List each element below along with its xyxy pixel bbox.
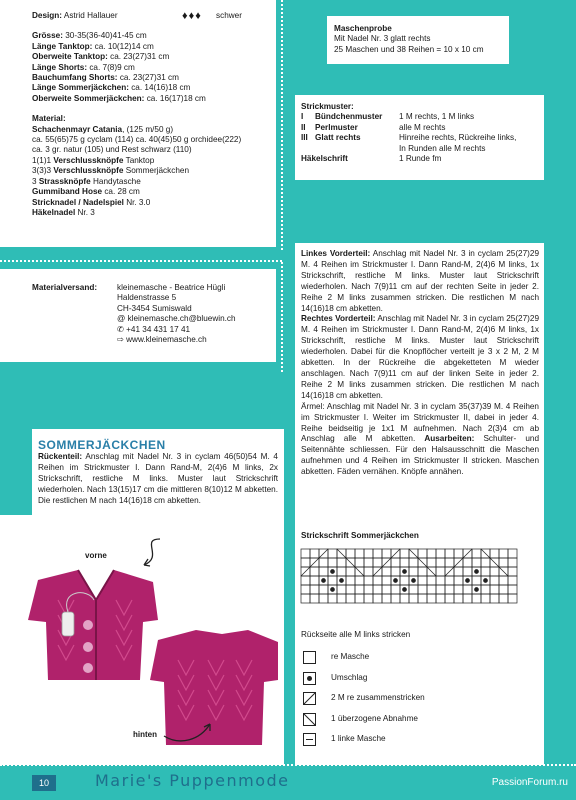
- chart-cell: [301, 594, 310, 603]
- chart-cell: [481, 585, 490, 594]
- muster-desc: [399, 133, 516, 154]
- size-label: Länge Shorts:: [32, 62, 88, 72]
- chart-cell: [346, 549, 355, 558]
- chart-cell: [364, 576, 373, 585]
- material-text: Sommerjäckchen: [123, 166, 189, 176]
- size-label: Grösse:: [32, 31, 63, 41]
- muster-desc-line: alle M rechts: [399, 122, 446, 132]
- chart-cell: [382, 549, 391, 558]
- material-text: ca. 3 gr. natur (105) und Rest schwarz (110): [32, 145, 192, 155]
- material-bold: Verschlussknöpfe: [53, 166, 124, 176]
- chart-cell: [418, 594, 427, 603]
- chart-yarn-over: [394, 579, 398, 583]
- size-label: Länge Sommerjäckchen:: [32, 83, 129, 93]
- chart-cell: [301, 558, 310, 567]
- chart-cell: [328, 594, 337, 603]
- chart-cell: [364, 594, 373, 603]
- chart-cell: [391, 558, 400, 567]
- chart-cell: [436, 594, 445, 603]
- magazine-brand: Marie's Puppenmode: [95, 771, 290, 790]
- links-text: Anschlag mit Nadel Nr. 3 in cyclam 25(27)29 M. 4 Reihen im Strickmuster I. Dann Rand-M, 2(4)6 M links, 1x Strickschrift, restliche M links. Muster laut Strickschrift wiederholen. Nach 7(9)11 cm auf der rechten Seite in jeder 2. Reihe 2 M links zusammen stricken. Die restlichen M nach 14(16)18 cm abketten.: [301, 249, 539, 313]
- chart-cell: [319, 585, 328, 594]
- chart-yarn-over: [403, 570, 407, 574]
- chart-cell: [454, 585, 463, 594]
- chart-cell: [454, 594, 463, 603]
- chart-cell: [409, 594, 418, 603]
- ruecken-text: Anschlag mit Nadel Nr. 3 in cyclam 46(50)54 M. 4 Reihen im Strickmuster I. Dann Rand-M, 2(4)6 M links, 2x Strickschrift, restliche M links. Muster laut Strickschrift wiederholen. Nach 13(15)17 cm die mittleren 8(10)12 M abketten. Die restlichen M nach 14(16)18 cm abketten.: [38, 452, 278, 505]
- chart-cell: [499, 576, 508, 585]
- material-row: [32, 156, 272, 166]
- chart-cell: [481, 594, 490, 603]
- vorderteil-text: [301, 249, 539, 478]
- muster-desc-line: 1 Runde fm: [399, 153, 442, 163]
- maschenprobe-text: [334, 34, 510, 55]
- muster-name: Perlmuster: [315, 122, 358, 132]
- chart-cell: [355, 549, 364, 558]
- chart-cell: [382, 567, 391, 576]
- legend-label: 2 M re zusammenstricken: [331, 693, 425, 702]
- material-text: Nr. 3.0: [123, 197, 151, 207]
- chart-yarn-over: [475, 588, 479, 592]
- material-text: , (125 m/50 g): [122, 124, 174, 134]
- material-bold: Verschlussknöpfe: [53, 155, 124, 165]
- strickmuster-block: [301, 102, 541, 164]
- chart-cell: [445, 558, 454, 567]
- chart-cell: [400, 549, 409, 558]
- chart-yarn-over: [340, 579, 344, 583]
- strickmuster-title: Strickmuster:: [301, 102, 354, 111]
- chart-cell: [310, 549, 319, 558]
- muster-desc: [399, 112, 474, 122]
- chart-cell: [436, 585, 445, 594]
- material-row: [32, 135, 272, 145]
- versand-label: Materialversand:: [32, 283, 98, 292]
- material-title: Material:: [32, 114, 66, 124]
- chart-cell: [301, 585, 310, 594]
- chart-cell: [337, 594, 346, 603]
- chart-cell: [508, 576, 517, 585]
- chart-cell: [418, 576, 427, 585]
- chart-cell: [418, 585, 427, 594]
- muster-name: Bündchenmuster: [315, 112, 383, 122]
- chart-yarn-over: [331, 588, 335, 592]
- design-block: [32, 11, 272, 218]
- material-bold: Stricknadel / Nadelspiel: [32, 197, 124, 207]
- chart-cell: [445, 594, 454, 603]
- muster-desc-line: In Runden alle M rechts: [399, 143, 486, 153]
- material-text: ca. 55(65)75 g cyclam (114) ca. 40(45)50 g orchidee(222): [32, 135, 242, 145]
- difficulty-label: schwer: [216, 11, 242, 20]
- size-row: [32, 42, 272, 52]
- chart-yarn-over: [484, 579, 488, 583]
- chart-cell: [409, 558, 418, 567]
- chart-cell: [436, 558, 445, 567]
- label-hinten: hinten: [133, 730, 157, 739]
- empty-square-icon: [303, 651, 316, 664]
- size-value: 30-35(36-40)41-45 cm: [65, 31, 147, 41]
- chart-cell: [373, 585, 382, 594]
- chart-decrease-mark: [310, 558, 319, 567]
- knitting-chart: [300, 548, 522, 604]
- muster-name: Häkelschrift: [301, 153, 348, 163]
- chart-cell: [391, 585, 400, 594]
- chart-decrease-mark: [418, 558, 427, 567]
- material-row: [32, 125, 272, 135]
- size-value: ca. 23(27)31 cm: [110, 52, 170, 62]
- chart-cell: [454, 549, 463, 558]
- chart-cell: [445, 549, 454, 558]
- chart-cell: [373, 558, 382, 567]
- chart-cell: [409, 567, 418, 576]
- versand-line: kleinemasche - Beatrice Hügli: [117, 283, 226, 292]
- designer-label: Design:: [32, 11, 63, 20]
- muster-name: Glatt rechts: [315, 133, 361, 143]
- muster-row: [301, 123, 541, 133]
- size-row: [32, 31, 272, 41]
- chart-cell: [499, 594, 508, 603]
- footer-dotted-line: [0, 764, 576, 766]
- chart-cell: [490, 567, 499, 576]
- probe-line: Mit Nadel Nr. 3 glatt rechts: [334, 34, 431, 44]
- chart-cell: [499, 549, 508, 558]
- chart-cell: [319, 558, 328, 567]
- material-text: 3: [32, 176, 39, 186]
- material-bold: Gummiband Hose: [32, 187, 103, 197]
- designer-name: Astrid Hallauer: [63, 11, 118, 20]
- chart-decrease-mark: [490, 558, 499, 567]
- chart-yarn-over: [412, 579, 416, 583]
- material-row: [32, 187, 272, 197]
- chart-cell: [400, 576, 409, 585]
- watermark: PassionForum.ru: [491, 777, 568, 788]
- chart-decrease-mark: [337, 549, 346, 558]
- muster-desc-line: 1 M rechts, 1 M links: [399, 112, 475, 122]
- rechts-label: Rechtes Vorderteil:: [301, 314, 376, 324]
- chart-cell: [436, 567, 445, 576]
- chart-cell: [481, 567, 490, 576]
- material-bold: Strassknöpfe: [38, 176, 91, 186]
- dotted-divider: [281, 262, 283, 372]
- versand-address: [117, 283, 236, 345]
- chart-cell: [328, 549, 337, 558]
- chart-cell: [454, 576, 463, 585]
- muster-desc-line: Hinreihe rechts, Rückreihe links,: [399, 133, 517, 143]
- chart-cell: [319, 594, 328, 603]
- chart-cell: [508, 549, 517, 558]
- chart-cell: [382, 585, 391, 594]
- size-value: ca. 10(12)14 cm: [94, 41, 154, 51]
- chart-decrease-mark: [319, 549, 328, 558]
- muster-row: [301, 133, 541, 154]
- dotted-divider: [0, 260, 282, 262]
- chart-note: Rückseite alle M links stricken: [301, 630, 411, 639]
- purl-icon: [303, 733, 316, 746]
- size-list: [32, 31, 272, 104]
- muster-num: II: [301, 122, 306, 132]
- chart-cell: [463, 594, 472, 603]
- chart-cell: [454, 567, 463, 576]
- maschenprobe-block: [334, 24, 510, 55]
- chart-cell: [436, 549, 445, 558]
- size-value: ca. 14(16)18 cm: [131, 83, 191, 93]
- chart-cell: [490, 585, 499, 594]
- chart-cell: [508, 594, 517, 603]
- muster-num: III: [301, 133, 308, 143]
- chart-decrease-mark: [499, 567, 508, 576]
- chart-cell: [427, 585, 436, 594]
- chart-cell: [382, 594, 391, 603]
- chart-cell: [364, 558, 373, 567]
- chart-cell: [508, 558, 517, 567]
- chart-decrease-mark: [445, 567, 454, 576]
- chart-decrease-mark: [463, 549, 472, 558]
- size-label: Bauchumfang Shorts:: [32, 73, 118, 83]
- material-text: Nr. 3: [75, 207, 95, 217]
- chart-cell: [427, 594, 436, 603]
- chart-decrease-mark: [355, 567, 364, 576]
- chart-cell: [364, 585, 373, 594]
- chart-yarn-over: [475, 570, 479, 574]
- links-label: Linkes Vorderteil:: [301, 249, 371, 258]
- chart-cell: [499, 585, 508, 594]
- chart-cell: [472, 558, 481, 567]
- chart-cell: [355, 594, 364, 603]
- chart-cell: [319, 567, 328, 576]
- chart-cell: [328, 576, 337, 585]
- chart-decrease-mark: [481, 549, 490, 558]
- chart-cell: [337, 558, 346, 567]
- chart-cell: [427, 576, 436, 585]
- chart-cell: [463, 558, 472, 567]
- muster-row: [301, 154, 541, 164]
- page-number: 10: [32, 775, 56, 791]
- legend-label: Umschlag: [331, 672, 368, 682]
- chart-cell: [373, 594, 382, 603]
- size-row: [32, 63, 272, 73]
- chart-cell: [301, 576, 310, 585]
- size-label: Länge Tanktop:: [32, 41, 93, 51]
- versand-line: @ kleinemasche.ch@bluewin.ch: [117, 314, 236, 324]
- chart-cell: [409, 585, 418, 594]
- material-bold: Häkelnadel: [32, 207, 76, 217]
- difficulty-diamond-icon: ♦♦♦: [182, 10, 202, 22]
- chart-cell: [337, 567, 346, 576]
- size-row: [32, 83, 272, 93]
- chart-cell: [382, 576, 391, 585]
- chart-cell: [472, 549, 481, 558]
- material-bold: Schachenmayr Catania: [32, 124, 123, 134]
- material-list: [32, 125, 272, 219]
- versand-line: Haldenstrasse 5: [117, 293, 177, 303]
- size-row: [32, 73, 272, 83]
- versand-line: ⇨ www.kleinemasche.ch: [117, 335, 207, 345]
- chart-decrease-mark: [391, 549, 400, 558]
- muster-num: I: [301, 112, 304, 122]
- chart-cell: [355, 576, 364, 585]
- chart-cell: [346, 594, 355, 603]
- chart-cell: [346, 567, 355, 576]
- material-text: Handytasche: [90, 176, 141, 186]
- chart-cell: [355, 558, 364, 567]
- yarn-over-icon: [303, 672, 316, 685]
- size-value: ca. 7(8)9 cm: [89, 62, 135, 72]
- material-row: [32, 166, 272, 176]
- chart-cell: [373, 549, 382, 558]
- chart-cell: [418, 567, 427, 576]
- chart-cell: [301, 549, 310, 558]
- probe-line: 25 Maschen und 38 Reihen = 10 x 10 cm: [334, 44, 484, 54]
- material-text: ca. 28 cm: [102, 187, 140, 197]
- chart-cell: [481, 558, 490, 567]
- material-row: [32, 198, 272, 208]
- chart-cell: [391, 567, 400, 576]
- material-text: 3(3)3: [32, 166, 54, 176]
- chart-yarn-over: [403, 588, 407, 592]
- chart-yarn-over: [331, 570, 335, 574]
- chart-cell: [445, 585, 454, 594]
- ausarbeiten-text: Schulter- und Seitennähte schliessen. Für den Halsausschnitt die Maschen aufnehmen und 4 Reihen im Strickmuster II stricken. Maschen abketten. Fäden vernähen. Knöpfe annähen.: [301, 434, 539, 477]
- size-value: ca. 23(27)31 cm: [119, 73, 179, 83]
- size-label: Oberweite Sommerjäckchen:: [32, 93, 145, 103]
- ssk-icon: [303, 713, 316, 726]
- muster-desc: [399, 154, 441, 164]
- chart-cell: [427, 558, 436, 567]
- ausarbeiten-label: Ausarbeiten:: [424, 434, 475, 444]
- strickmuster-table: [301, 112, 541, 164]
- material-text: Tanktop: [123, 155, 155, 165]
- chart-cell: [337, 585, 346, 594]
- chart-cell: [508, 585, 517, 594]
- chart-decrease-mark: [301, 567, 310, 576]
- k2tog-icon: [303, 692, 316, 705]
- legend-label: re Masche: [331, 652, 370, 661]
- chart-cell: [490, 576, 499, 585]
- chart-cell: [328, 558, 337, 567]
- material-row: [32, 208, 272, 218]
- versand-line: CH-3454 Sumiswald: [117, 303, 192, 313]
- size-value: ca. 16(17)18 cm: [146, 93, 206, 103]
- chart-cell: [463, 585, 472, 594]
- muster-desc: [399, 123, 445, 133]
- material-row: [32, 145, 272, 155]
- chart-cell: [508, 567, 517, 576]
- material-row: [32, 177, 272, 187]
- chart-cell: [310, 576, 319, 585]
- chart-cell: [355, 585, 364, 594]
- chart-decrease-mark: [409, 549, 418, 558]
- photo-arrow-back: [160, 716, 220, 746]
- chart-cell: [364, 567, 373, 576]
- aermel-text: Ärmel: Anschlag mit Nadel Nr. 3 in cyclam 35(37)39 M. 4 Reihen im Strickmuster I. Weiter im Strickmuster II, dabei in jeder 4. Reihe beidseitig je 1x1 M aufnehmen. Nach 2(3)4 cm ab Anschlag alle M abketten.: [301, 401, 539, 444]
- label-vorne: vorne: [85, 551, 107, 560]
- chart-cell: [373, 576, 382, 585]
- chart-cell: [310, 567, 319, 576]
- chart-cell: [400, 594, 409, 603]
- chart-decrease-mark: [346, 558, 355, 567]
- chart-cell: [463, 567, 472, 576]
- sommer-heading: SOMMERJÄCKCHEN: [38, 438, 166, 452]
- chart-decrease-mark: [382, 558, 391, 567]
- chart-cell: [436, 576, 445, 585]
- size-row: [32, 52, 272, 62]
- chart-cell: [346, 585, 355, 594]
- ruecken-label: Rückenteil:: [38, 452, 83, 461]
- chart-cell: [364, 549, 373, 558]
- chart-decrease-mark: [454, 558, 463, 567]
- chart-cell: [418, 549, 427, 558]
- rechts-text: Anschlag mit Nadel Nr. 3 in cyclam 25(27)29 M. 4 Reihen im Strickmuster I. Dann Rand-M, 2(4)6 M links, 1x Strickschrift, restliche M links. Muster laut Strickschrift wiederholen. Dabei für die Knopflöcher verteilt je 3 x 2 M, 2 M abketten. In der Rückreihe die abgeketteten M wieder anschlagen. Nach 7(9)11 cm auf der linken Seite in jeder 2. Reihe 2 M links zusammen stricken. Die restlichen M nach 14(16)18 cm abketten.: [301, 314, 539, 400]
- legend-label: 1 überzogene Abnahme: [331, 713, 418, 723]
- chart-decrease-mark: [427, 567, 436, 576]
- chart-cell: [490, 549, 499, 558]
- chart-cell: [427, 549, 436, 558]
- chart-cell: [499, 558, 508, 567]
- size-row: [32, 94, 272, 104]
- chart-cell: [391, 594, 400, 603]
- chart-cell: [472, 576, 481, 585]
- chart-cell: [400, 558, 409, 567]
- chart-cell: [346, 576, 355, 585]
- chart-cell: [310, 585, 319, 594]
- chart-cell: [310, 594, 319, 603]
- chart-title: Strickschrift Sommerjäckchen: [301, 531, 419, 540]
- chart-cell: [490, 594, 499, 603]
- sommer-text: [38, 452, 278, 507]
- size-label: Oberweite Tanktop:: [32, 52, 108, 62]
- chart-yarn-over: [466, 579, 470, 583]
- dotted-divider: [281, 0, 283, 250]
- legend-label: 1 linke Masche: [331, 734, 386, 743]
- chart-cell: [445, 576, 454, 585]
- versand-line: ✆ +41 34 431 17 41: [117, 324, 191, 334]
- chart-cell: [472, 594, 481, 603]
- maschenprobe-title: Maschenprobe: [334, 24, 392, 33]
- chart-yarn-over: [322, 579, 326, 583]
- chart-decrease-mark: [373, 567, 382, 576]
- muster-row: [301, 112, 541, 122]
- material-text: 1(1)1: [32, 155, 54, 165]
